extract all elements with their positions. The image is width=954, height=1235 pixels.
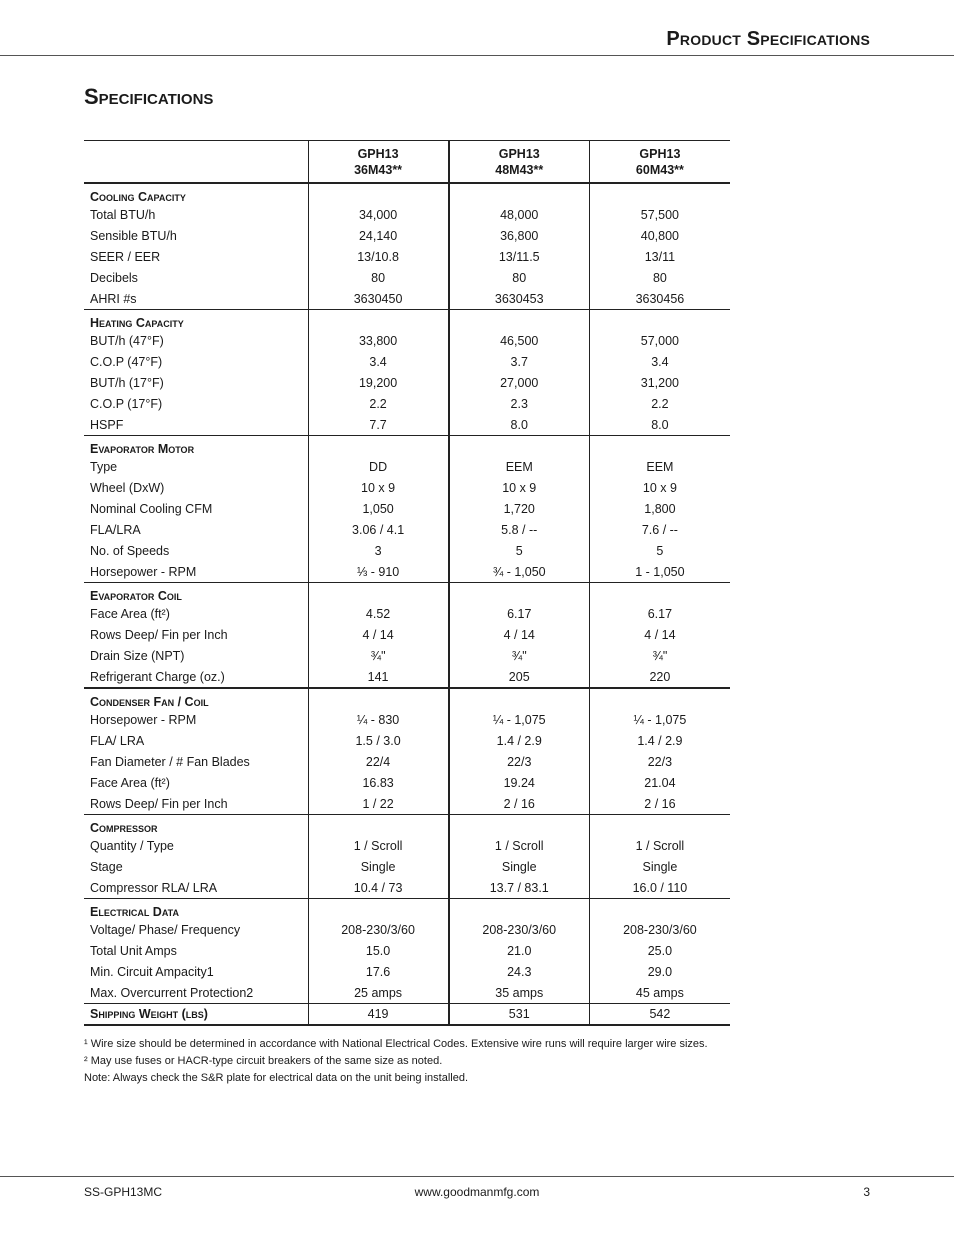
table-row <box>84 330 730 351</box>
row-value: 4 / 14 <box>449 624 590 645</box>
column-header-line2: 60M43** <box>635 162 684 177</box>
row-label: Wheel (DxW) <box>90 480 165 495</box>
table-row <box>84 645 730 666</box>
row-value: 57,000 <box>589 330 730 351</box>
section-header-row <box>84 436 730 457</box>
row-label: Min. Circuit Ampacity1 <box>90 964 214 979</box>
row-label: Voltage/ Phase/ Frequency <box>90 922 241 937</box>
row-value: 48,000 <box>449 204 590 225</box>
row-value: EEM <box>449 456 590 477</box>
section-spacer-cell <box>308 815 449 836</box>
section-spacer-cell <box>449 310 590 331</box>
row-label: HSPF <box>84 414 308 436</box>
row-value: 1 / Scroll <box>308 835 449 856</box>
row-label: Total Unit Amps <box>90 943 177 958</box>
table-row <box>84 730 730 751</box>
row-value: 17.6 <box>308 961 449 982</box>
table-row <box>84 666 730 688</box>
page-title: Specifications <box>84 84 214 109</box>
section-spacer-cell <box>589 310 730 331</box>
row-value: 1,800 <box>589 498 730 519</box>
row-value: 33,800 <box>308 330 449 351</box>
row-value: 24.3 <box>449 961 590 982</box>
row-value: 2.2 <box>308 393 449 414</box>
row-label: C.O.P (17°F) <box>90 396 163 411</box>
row-label: Horsepower - RPM <box>84 561 308 583</box>
row-value: 25 amps <box>308 982 449 1004</box>
table-row <box>84 793 730 815</box>
shipping-weight-value: 542 <box>589 1004 730 1026</box>
row-value: 10 x 9 <box>308 477 449 498</box>
table-row <box>84 456 730 477</box>
row-value: 6.17 <box>449 603 590 624</box>
row-value: 22/3 <box>589 751 730 772</box>
row-label: BUT/h (47°F) <box>90 333 164 348</box>
table-row <box>84 414 730 436</box>
row-value: Single <box>589 856 730 877</box>
header-divider <box>0 55 954 56</box>
table-row <box>84 540 730 561</box>
row-label: Decibels <box>90 270 138 285</box>
row-value: 16.0 / 110 <box>589 877 730 899</box>
section-header-row <box>84 183 730 204</box>
row-value: 1 / 22 <box>308 793 449 815</box>
row-value: Single <box>449 856 590 877</box>
table-row <box>84 372 730 393</box>
row-value: 1 - 1,050 <box>589 561 730 583</box>
section-header-row <box>84 899 730 920</box>
row-value: 8.0 <box>589 414 730 436</box>
label-column-header <box>84 141 308 184</box>
row-value: 2.2 <box>589 393 730 414</box>
row-value: 35 amps <box>449 982 590 1004</box>
row-value: 4 / 14 <box>308 624 449 645</box>
shipping-weight-value: 531 <box>449 1004 590 1026</box>
row-value: ¼ - 1,075 <box>589 709 730 730</box>
row-value: 16.83 <box>308 772 449 793</box>
table-row <box>84 624 730 645</box>
section-title: Evaporator Coil <box>90 589 182 603</box>
row-value: ¾" <box>589 645 730 666</box>
row-value: 1,050 <box>308 498 449 519</box>
section-spacer-cell <box>308 183 449 204</box>
row-label: AHRI #s <box>84 288 308 310</box>
row-value: 36,800 <box>449 225 590 246</box>
column-header-60m43 <box>589 141 730 184</box>
row-value: 205 <box>449 666 590 688</box>
section-title: Compressor <box>90 821 158 835</box>
header-title: Product Specifications <box>666 28 870 50</box>
column-header-line1: GPH13 <box>357 146 399 161</box>
row-label: Compressor RLA/ LRA <box>84 877 308 899</box>
table-row <box>84 267 730 288</box>
table-row <box>84 225 730 246</box>
row-value: 208-230/3/60 <box>308 919 449 940</box>
row-value: 2 / 16 <box>589 793 730 815</box>
section-spacer-cell <box>449 583 590 604</box>
table-row <box>84 351 730 372</box>
row-value: 34,000 <box>308 204 449 225</box>
row-label: Max. Overcurrent Protection2 <box>84 982 308 1004</box>
row-value: 3.7 <box>449 351 590 372</box>
row-value: 220 <box>589 666 730 688</box>
shipping-weight-row <box>84 1004 730 1026</box>
row-value: 19,200 <box>308 372 449 393</box>
row-label: Nominal Cooling CFM <box>90 501 213 516</box>
row-label: Total BTU/h <box>90 207 156 222</box>
table-row <box>84 835 730 856</box>
row-value: 45 amps <box>589 982 730 1004</box>
row-label: Horsepower - RPM <box>90 712 197 727</box>
table-row <box>84 940 730 961</box>
row-label: Fan Diameter / # Fan Blades <box>90 754 250 769</box>
row-value: 7.6 / -- <box>589 519 730 540</box>
table-row <box>84 204 730 225</box>
table-row <box>84 561 730 583</box>
row-label: SEER / EER <box>90 249 161 264</box>
row-value: ¼ - 830 <box>308 709 449 730</box>
row-label: BUT/h (17°F) <box>90 375 164 390</box>
row-value: 57,500 <box>589 204 730 225</box>
section-spacer-cell <box>308 583 449 604</box>
section-spacer-cell <box>308 310 449 331</box>
row-value: 4.52 <box>308 603 449 624</box>
row-value: ¾" <box>308 645 449 666</box>
section-spacer-cell <box>589 583 730 604</box>
row-value: 10 x 9 <box>589 477 730 498</box>
row-value: 3630456 <box>589 288 730 310</box>
column-header-line2: 36M43** <box>354 162 403 177</box>
footer-doc-id: SS-GPH13MC <box>84 1185 163 1199</box>
table-row <box>84 498 730 519</box>
row-value: 3630453 <box>449 288 590 310</box>
row-value: 27,000 <box>449 372 590 393</box>
row-label: Rows Deep/ Fin per Inch <box>90 627 228 642</box>
table-row <box>84 919 730 940</box>
table-row <box>84 288 730 310</box>
row-label: Drain Size (NPT) <box>90 648 185 663</box>
section-title: Heating Capacity <box>90 316 184 330</box>
row-value: 3.4 <box>589 351 730 372</box>
section-spacer-cell <box>589 183 730 204</box>
row-value: 31,200 <box>589 372 730 393</box>
table-row <box>84 603 730 624</box>
row-value: 15.0 <box>308 940 449 961</box>
column-header-48m43 <box>449 141 590 184</box>
section-header-row <box>84 310 730 331</box>
row-value: 3.06 / 4.1 <box>308 519 449 540</box>
row-value: 5 <box>449 540 590 561</box>
table-row <box>84 856 730 877</box>
shipping-weight-label: Shipping Weight (lbs) <box>84 1004 308 1026</box>
row-value: 7.7 <box>308 414 449 436</box>
row-value: 1,720 <box>449 498 590 519</box>
column-header-36m43 <box>308 141 449 184</box>
row-label: Face Area (ft²) <box>90 606 170 621</box>
section-title: Condenser Fan / Coil <box>90 695 209 709</box>
row-value: 3 <box>308 540 449 561</box>
row-value: 21.0 <box>449 940 590 961</box>
table-row <box>84 709 730 730</box>
section-header-row <box>84 815 730 836</box>
specifications-table <box>84 140 730 1026</box>
row-label: FLA/LRA <box>90 522 141 537</box>
row-value: 24,140 <box>308 225 449 246</box>
table-row <box>84 982 730 1004</box>
row-value: 5 <box>589 540 730 561</box>
row-value: 3.4 <box>308 351 449 372</box>
table-row <box>84 246 730 267</box>
row-label: Type <box>90 459 118 474</box>
row-value: 10 x 9 <box>449 477 590 498</box>
row-label: Quantity / Type <box>90 838 174 853</box>
section-spacer-cell <box>449 183 590 204</box>
row-value: 2.3 <box>449 393 590 414</box>
row-value: 29.0 <box>589 961 730 982</box>
table-row <box>84 393 730 414</box>
row-value: 46,500 <box>449 330 590 351</box>
row-value: ¼ - 1,075 <box>449 709 590 730</box>
row-value: 4 / 14 <box>589 624 730 645</box>
row-value: 25.0 <box>589 940 730 961</box>
footnote-2: ² May use fuses or HACR-type circuit breakers of the same size as noted. <box>84 1055 443 1067</box>
row-value: 208-230/3/60 <box>589 919 730 940</box>
section-spacer-cell <box>589 688 730 709</box>
row-value: DD <box>308 456 449 477</box>
section-header-row <box>84 688 730 709</box>
section-spacer-cell <box>449 899 590 920</box>
section-spacer-cell <box>308 899 449 920</box>
table-row <box>84 519 730 540</box>
row-value: 2 / 16 <box>449 793 590 815</box>
row-label: Stage <box>90 859 123 874</box>
section-spacer-cell <box>449 815 590 836</box>
section-spacer-cell <box>449 436 590 457</box>
row-value: 1.4 / 2.9 <box>589 730 730 751</box>
row-value: 3630450 <box>308 288 449 310</box>
row-value: Single <box>308 856 449 877</box>
column-header-line1: GPH13 <box>639 146 681 161</box>
row-value: 208-230/3/60 <box>449 919 590 940</box>
section-spacer-cell <box>589 815 730 836</box>
table-row <box>84 772 730 793</box>
row-value: 22/3 <box>449 751 590 772</box>
row-value: 6.17 <box>589 603 730 624</box>
row-value: 13.7 / 83.1 <box>449 877 590 899</box>
section-spacer-cell <box>589 899 730 920</box>
row-value: 13/11 <box>589 246 730 267</box>
row-value: 10.4 / 73 <box>308 877 449 899</box>
section-title: Electrical Data <box>90 905 179 919</box>
row-label: FLA/ LRA <box>90 733 145 748</box>
section-spacer-cell <box>308 688 449 709</box>
column-header-line2: 48M43** <box>495 162 544 177</box>
footnote-1: ¹ Wire size should be determined in accordance with National Electrical Codes. Extensive wire runs will require larger wire sizes. <box>84 1038 708 1050</box>
row-value: 40,800 <box>589 225 730 246</box>
row-value: 13/10.8 <box>308 246 449 267</box>
row-value: ⅓ - 910 <box>308 561 449 583</box>
section-spacer-cell <box>449 688 590 709</box>
section-header-row <box>84 583 730 604</box>
row-value: EEM <box>589 456 730 477</box>
footer-website: www.goodmanmfg.com <box>414 1185 540 1199</box>
row-value: 80 <box>308 267 449 288</box>
footer-divider <box>0 1176 954 1177</box>
row-label: Refrigerant Charge (oz.) <box>84 666 308 688</box>
table-row <box>84 477 730 498</box>
row-label: C.O.P (47°F) <box>90 354 163 369</box>
section-spacer-cell <box>308 436 449 457</box>
row-value: 8.0 <box>449 414 590 436</box>
footnotes <box>84 1036 708 1087</box>
row-value: 19.24 <box>449 772 590 793</box>
row-value: 22/4 <box>308 751 449 772</box>
row-value: 13/11.5 <box>449 246 590 267</box>
row-value: 1 / Scroll <box>449 835 590 856</box>
row-value: 1.4 / 2.9 <box>449 730 590 751</box>
table-row <box>84 961 730 982</box>
row-value: 1 / Scroll <box>589 835 730 856</box>
section-spacer-cell <box>589 436 730 457</box>
row-value: 80 <box>589 267 730 288</box>
table-row <box>84 751 730 772</box>
row-value: 21.04 <box>589 772 730 793</box>
footer-page-number: 3 <box>863 1185 870 1199</box>
row-label: No. of Speeds <box>90 543 170 558</box>
row-label: Face Area (ft²) <box>90 775 170 790</box>
row-value: 141 <box>308 666 449 688</box>
row-label: Rows Deep/ Fin per Inch <box>84 793 308 815</box>
section-title: Evaporator Motor <box>90 442 195 456</box>
table-row <box>84 877 730 899</box>
row-value: ¾ - 1,050 <box>449 561 590 583</box>
row-value: 1.5 / 3.0 <box>308 730 449 751</box>
row-value: 80 <box>449 267 590 288</box>
specifications-body <box>84 183 730 1025</box>
table-header-row <box>84 141 730 184</box>
section-title: Cooling Capacity <box>90 190 186 204</box>
row-value: ¾" <box>449 645 590 666</box>
shipping-weight-value: 419 <box>308 1004 449 1026</box>
row-value: 5.8 / -- <box>449 519 590 540</box>
footnote-note: Note: Always check the S&R plate for electrical data on the unit being installed. <box>84 1072 468 1084</box>
row-label: Sensible BTU/h <box>90 228 177 243</box>
column-header-line1: GPH13 <box>498 146 540 161</box>
